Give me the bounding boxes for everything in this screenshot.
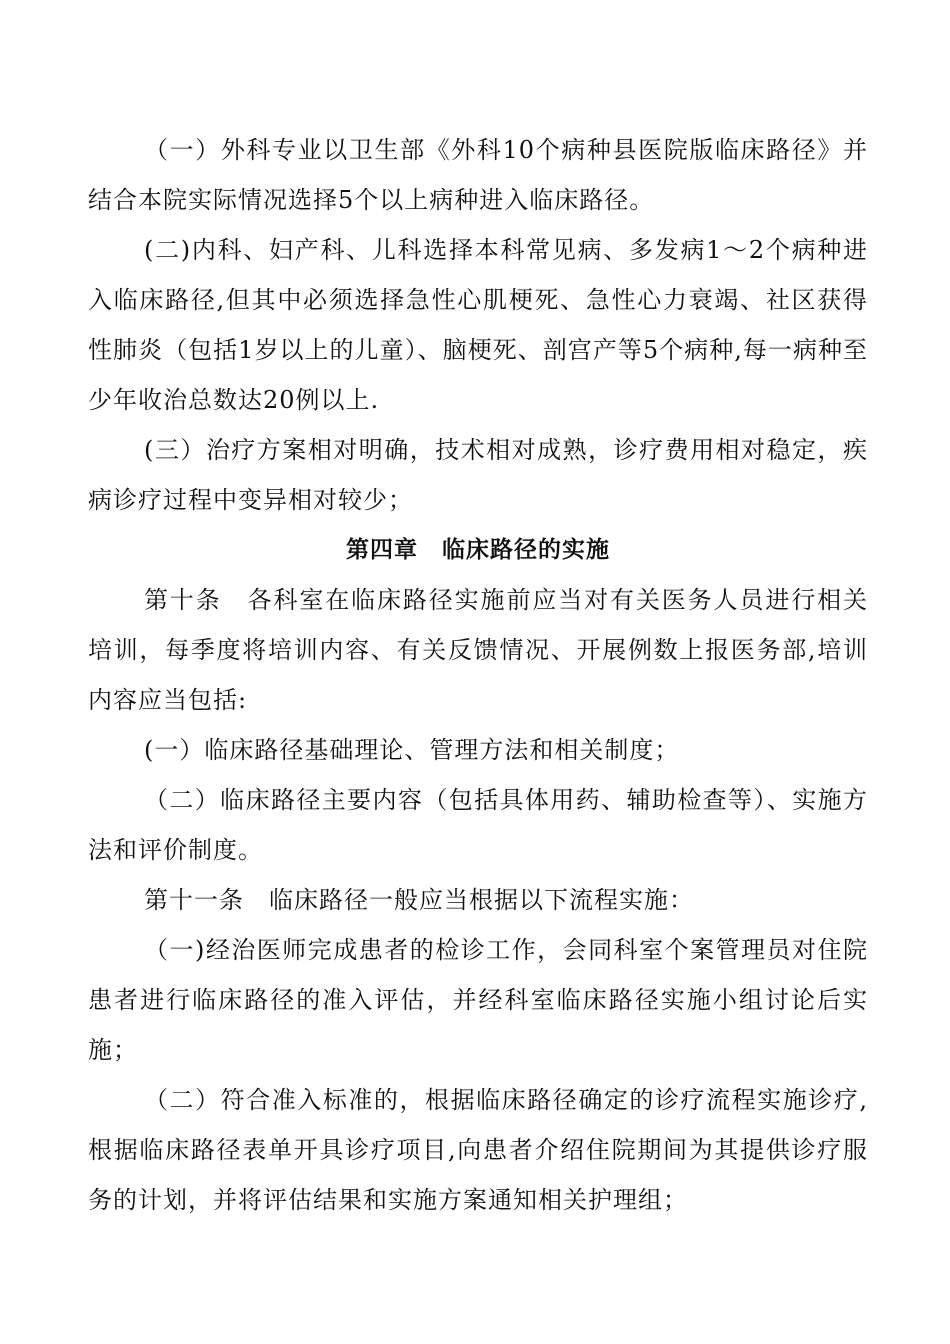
article-10: 第十条 各科室在临床路径实施前应当对有关医务人员进行相关培训，每季度将培训内容、有关反馈情况、开展例数上报医务部,培训内容应当包括: xyxy=(88,586,868,714)
article-11-item-2: （二）符合准入标准的，根据临床路径确定的诊疗流程实施诊疗,根据临床路径表单开具诊疗项目,向患者介绍住院期间为其提供诊疗服务的计划，并将评估结果和实施方案通知相关护理组； xyxy=(88,1086,868,1214)
article-11: 第十一条 临床路径一般应当根据以下流程实施： xyxy=(144,886,694,914)
article-10-item-2: （二）临床路径主要内容（包括具体用药、辅助检查等）、实施方法和评价制度。 xyxy=(88,786,868,864)
article-11-item-1: （一)经治医师完成患者的检诊工作，会同科室个案管理员对住院患者进行临床路径的准入评估，并经科室临床路径实施小组讨论后实施； xyxy=(88,936,868,1064)
paragraph-surgery-pathway: （一）外科专业以卫生部《外科10个病种县医院版临床路径》并结合本院实际情况选择5个以上病种进入临床路径。 xyxy=(88,136,868,214)
paragraph-internal-medicine-pathway: (二)内科、妇产科、儿科选择本科常见病、多发病1～2个病种进入临床路径,但其中必须选择急性心肌梗死、急性心力衰竭、社区获得性肺炎（包括1岁以上的儿童）、脑梗死、剖宫产等5个病种,每一病种至少年收治总数达20例以上. xyxy=(88,236,868,414)
chapter-heading: 第四章 临床路径的实施 xyxy=(346,537,610,563)
article-10-item-1: (一）临床路径基础理论、管理方法和相关制度； xyxy=(144,736,680,764)
paragraph-treatment-plan: (三）治疗方案相对明确，技术相对成熟，诊疗费用相对稳定，疾病诊疗过程中变异相对较少； xyxy=(88,436,868,514)
